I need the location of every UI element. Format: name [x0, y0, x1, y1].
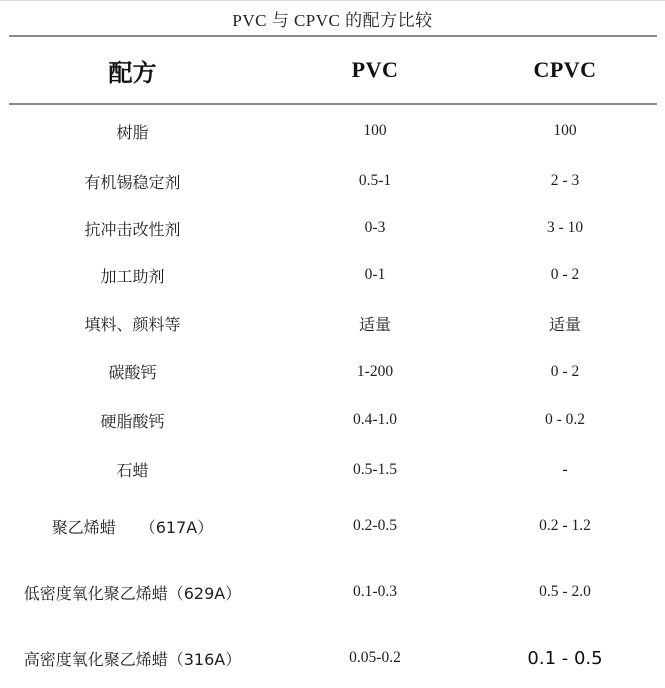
- row-label: 聚乙烯蜡 （617A）: [51, 517, 214, 537]
- table-row: [0, 205, 665, 251]
- pvc-value: 适量: [358, 314, 391, 334]
- cpvc-value: 0 - 0.2: [544, 411, 586, 428]
- cpvc-value: -: [562, 460, 568, 478]
- pvc-value: 0.2-0.5: [353, 517, 397, 534]
- cpvc-value: 0.2 - 1.2: [539, 517, 591, 534]
- pvc-value: 0-3: [364, 219, 386, 236]
- table-row: [0, 495, 665, 557]
- cpvc-value: 适量: [548, 314, 581, 334]
- pvc-value: 0.1-0.3: [353, 583, 397, 600]
- pvc-value: 0.4-1.0: [353, 411, 397, 428]
- row-label: 有机锡稳定剂: [84, 172, 181, 192]
- row-label: 低密度氧化聚乙烯蜡（629A）: [23, 583, 242, 603]
- table-title: PVC 与 CPVC 的配方比较: [232, 10, 433, 30]
- cpvc-value: 0.5 - 2.0: [539, 583, 591, 600]
- pvc-value: 0-1: [364, 266, 386, 283]
- header-cpvc-label: CPVC: [533, 57, 597, 82]
- table-header-row: [0, 37, 665, 103]
- pvc-value: 100: [363, 122, 387, 139]
- header-pvc-label: PVC: [351, 57, 399, 82]
- cpvc-value: 3 - 10: [546, 219, 584, 236]
- table-row: [0, 299, 665, 347]
- table-row: [0, 444, 665, 495]
- header-cell-cpvc: [485, 57, 645, 83]
- row-label: 高密度氧化聚乙烯蜡（316A）: [23, 649, 242, 669]
- row-label: 填料、颜料等: [84, 314, 181, 334]
- table-row: [0, 396, 665, 444]
- table-row: [0, 557, 665, 627]
- table-row: [0, 251, 665, 299]
- header-formula-label: 配方: [108, 58, 157, 87]
- header-cell-pvc: [265, 57, 485, 83]
- pvc-value: 1-200: [356, 362, 394, 380]
- table-row: [0, 347, 665, 396]
- row-label: 硬脂酸钙: [100, 411, 165, 431]
- cpvc-value: 100: [553, 122, 577, 139]
- cpvc-value: 0 - 2: [550, 362, 580, 380]
- pvc-value: 0.5-1.5: [353, 460, 397, 478]
- table-row: [0, 627, 665, 688]
- cpvc-value: 0.1 - 0.5: [527, 647, 603, 669]
- row-label: 树脂: [116, 122, 149, 142]
- row-label: 抗冲击改性剂: [84, 219, 181, 239]
- table-row: [0, 105, 665, 157]
- row-label: 碳酸钙: [108, 363, 157, 382]
- cpvc-value: 2 - 3: [550, 172, 580, 189]
- table-row: [0, 157, 665, 205]
- cpvc-value: 0 - 2: [550, 266, 580, 283]
- table-title-row: [0, 1, 665, 35]
- pvc-value: 0.5-1: [358, 172, 392, 189]
- row-label: 石蜡: [116, 461, 149, 480]
- row-label: 加工助剂: [100, 266, 165, 286]
- pvc-value: 0.05-0.2: [349, 649, 401, 666]
- header-cell-formula: [0, 53, 265, 88]
